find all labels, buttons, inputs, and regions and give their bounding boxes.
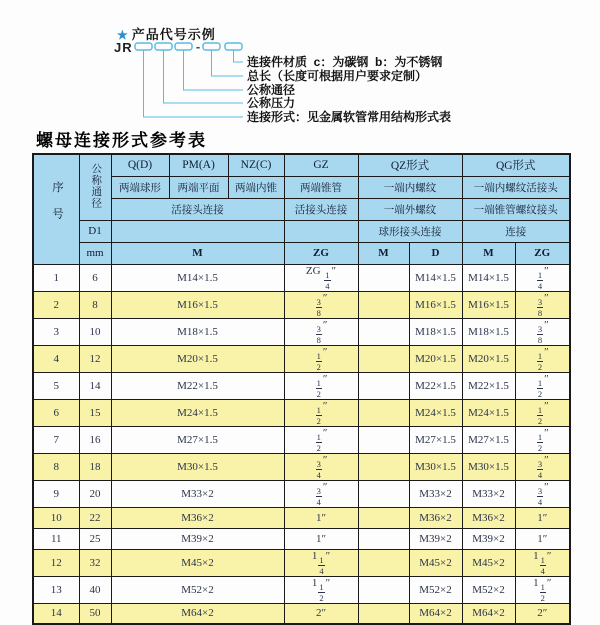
m-thread-value: M24×1.5: [111, 399, 284, 426]
dn-value: 8: [79, 291, 111, 318]
qz-m-value: [358, 507, 409, 528]
fraction: $\frac{1}{2}$: [316, 377, 321, 399]
qg-m-value: M64×2: [462, 603, 515, 624]
table-header: [33, 154, 570, 264]
header-desc-qg: 一端内螺纹活接头: [462, 176, 570, 198]
nut-connection-table: [32, 153, 571, 625]
table-row: [33, 576, 570, 603]
qg-m-value: M39×2: [462, 528, 515, 549]
m-thread-value: M14×1.5: [111, 264, 284, 291]
code-box-1: [135, 43, 152, 50]
table-row: [33, 399, 570, 426]
fraction: $\frac{1}{4}$: [540, 554, 545, 576]
fraction: $\frac{3}{8}$: [316, 323, 321, 345]
fraction: $\frac{3}{4}$: [316, 458, 321, 480]
table-row: [33, 372, 570, 399]
qg-m-value: M20×1.5: [462, 345, 515, 372]
gz-value: $\frac{3}{4}$ ″: [284, 480, 358, 507]
star-icon: ★: [117, 28, 129, 42]
qg-m-value: M22×1.5: [462, 372, 515, 399]
table-row: [33, 549, 570, 576]
qg-zg-value: $\frac{1}{2}$ ″: [515, 372, 570, 399]
fraction: $\frac{3}{8}$: [537, 296, 543, 318]
table-row: [33, 528, 570, 549]
qz-d-value: M22×1.5: [409, 372, 462, 399]
qz-m-value: [358, 528, 409, 549]
header-form-pma: PM(A): [169, 154, 228, 176]
qz-m-value: [358, 576, 409, 603]
qg-m-value: M52×2: [462, 576, 515, 603]
code-box-4: [203, 43, 220, 50]
product-code-prefix: JR: [114, 40, 133, 55]
qz-m-value: [358, 549, 409, 576]
header-d1-empty: [111, 220, 284, 242]
gz-value: $\frac{3}{4}$ ″: [284, 453, 358, 480]
fraction: $\frac{1}{2}$: [316, 350, 321, 372]
table-row: [33, 603, 570, 624]
table-row: [33, 426, 570, 453]
qz-d-value: M27×1.5: [409, 426, 462, 453]
qz-m-value: [358, 453, 409, 480]
row-number: 7: [33, 426, 79, 453]
m-thread-value: M18×1.5: [111, 318, 284, 345]
row-number: 10: [33, 507, 79, 528]
leader-line-diameter: [184, 50, 244, 90]
m-thread-value: M16×1.5: [111, 291, 284, 318]
header-desc-qd: 两端球形: [111, 176, 169, 198]
dn-value: 32: [79, 549, 111, 576]
row-number: 14: [33, 603, 79, 624]
qg-m-value: M14×1.5: [462, 264, 515, 291]
fraction: $\frac{1}{2}$: [316, 404, 321, 426]
qg-m-value: M18×1.5: [462, 318, 515, 345]
gz-value: 1 $\frac{1}{2}$ ″: [284, 576, 358, 603]
qg-zg-value: 1 $\frac{1}{2}$ ″: [515, 576, 570, 603]
fraction: $\frac{1}{2}$: [316, 431, 321, 453]
table-row: [33, 453, 570, 480]
header-desc-pma: 两端平面: [169, 176, 228, 198]
header-connection: 连接: [462, 220, 570, 242]
dn-value: 15: [79, 399, 111, 426]
header-form-qd: Q(D): [111, 154, 169, 176]
fraction: $\frac{1}{2}$: [537, 377, 543, 399]
row-number: 9: [33, 480, 79, 507]
qz-d-value: M33×2: [409, 480, 462, 507]
qg-m-value: M16×1.5: [462, 291, 515, 318]
qg-m-value: M36×2: [462, 507, 515, 528]
m-thread-value: M20×1.5: [111, 345, 284, 372]
fraction: $\frac{1}{4}$: [325, 269, 330, 291]
gz-value: ZG $\frac{1}{4}$ ″: [284, 264, 358, 291]
fraction: $\frac{1}{2}$: [319, 581, 324, 603]
qz-m-value: [358, 399, 409, 426]
qg-m-value: M45×2: [462, 549, 515, 576]
header-unit-m: M: [111, 242, 284, 264]
row-number: 3: [33, 318, 79, 345]
fraction: $\frac{3}{4}$: [537, 458, 543, 480]
gz-value: $\frac{3}{8}$ ″: [284, 318, 358, 345]
qz-d-value: M30×1.5: [409, 453, 462, 480]
m-thread-value: M30×1.5: [111, 453, 284, 480]
fraction: $\frac{3}{4}$: [316, 485, 321, 507]
header-seq: 序号: [33, 154, 79, 264]
gz-value: $\frac{3}{8}$ ″: [284, 291, 358, 318]
gz-value: $\frac{1}{2}$ ″: [284, 372, 358, 399]
table-body: [33, 264, 570, 624]
row-number: 8: [33, 453, 79, 480]
table-row: [33, 264, 570, 291]
qz-d-value: M18×1.5: [409, 318, 462, 345]
qg-zg-value: $\frac{3}{8}$ ″: [515, 318, 570, 345]
header-ball-joint-connection: 球形接头连接: [358, 220, 462, 242]
code-box-2: [155, 43, 172, 50]
gz-value: 2″: [284, 603, 358, 624]
dn-value: 50: [79, 603, 111, 624]
header-form-nzc: NZ(C): [228, 154, 284, 176]
qg-zg-value: $\frac{1}{4}$ ″: [515, 264, 570, 291]
header-row-connection: [33, 198, 570, 220]
row-number: 2: [33, 291, 79, 318]
header-row-d1: [33, 220, 570, 242]
code-box-5: [225, 43, 242, 50]
header-d1: D1: [79, 220, 111, 242]
qz-d-value: M24×1.5: [409, 399, 462, 426]
qg-zg-value: $\frac{3}{8}$ ″: [515, 291, 570, 318]
fraction: $\frac{1}{4}$: [537, 269, 543, 291]
gz-value: 1″: [284, 507, 358, 528]
m-thread-value: M22×1.5: [111, 372, 284, 399]
fraction: $\frac{3}{4}$: [537, 485, 543, 507]
m-thread-value: M64×2: [111, 603, 284, 624]
fraction: $\frac{3}{8}$: [316, 296, 321, 318]
gz-value: $\frac{1}{2}$ ″: [284, 426, 358, 453]
dn-value: 12: [79, 345, 111, 372]
qg-m-value: M33×2: [462, 480, 515, 507]
qz-d-value: M52×2: [409, 576, 462, 603]
row-number: 11: [33, 528, 79, 549]
header-unit-zg: ZG: [284, 242, 358, 264]
fraction: $\frac{1}{2}$: [537, 431, 543, 453]
qz-m-value: [358, 480, 409, 507]
table-row: [33, 480, 570, 507]
header-form-gz: GZ: [284, 154, 358, 176]
dn-value: 10: [79, 318, 111, 345]
diagram-label-length: 总长（长度可根据用户要求定制）: [247, 69, 428, 83]
qg-zg-value: $\frac{1}{2}$ ″: [515, 345, 570, 372]
qz-m-value: [358, 603, 409, 624]
row-number: 12: [33, 549, 79, 576]
dn-value: 18: [79, 453, 111, 480]
m-thread-value: M33×2: [111, 480, 284, 507]
header-desc-gz: 两端锥管: [284, 176, 358, 198]
qz-d-value: M14×1.5: [409, 264, 462, 291]
qz-m-value: [358, 291, 409, 318]
m-thread-value: M45×2: [111, 549, 284, 576]
header-union-connection: 活接头连接: [111, 198, 284, 220]
diagram-label-pressure: 公称压力: [247, 96, 296, 110]
table-row: [33, 291, 570, 318]
table-row: [33, 345, 570, 372]
qz-d-value: M36×2: [409, 507, 462, 528]
qg-zg-value: 1 $\frac{1}{4}$ ″: [515, 549, 570, 576]
header-form-qz: QZ形式: [358, 154, 462, 176]
fraction: $\frac{1}{4}$: [319, 554, 324, 576]
qg-zg-value: $\frac{3}{4}$ ″: [515, 480, 570, 507]
row-number: 1: [33, 264, 79, 291]
fraction: $\frac{3}{8}$: [537, 323, 543, 345]
diagram-label-connection: 连接形式：见金属软管常用结构形式表: [247, 110, 452, 124]
qg-zg-value: 2″: [515, 603, 570, 624]
header-unit-mm: mm: [79, 242, 111, 264]
leader-line-length: [212, 50, 244, 76]
m-thread-value: M39×2: [111, 528, 284, 549]
header-form-qg: QG形式: [462, 154, 570, 176]
table-row: [33, 507, 570, 528]
dn-value: 14: [79, 372, 111, 399]
qz-m-value: [358, 318, 409, 345]
header-desc-qz: 一端内螺纹: [358, 176, 462, 198]
qz-d-value: M39×2: [409, 528, 462, 549]
qz-d-value: M20×1.5: [409, 345, 462, 372]
header-unit-qz-d: D: [409, 242, 462, 264]
qz-d-value: M64×2: [409, 603, 462, 624]
fraction: $\frac{1}{2}$: [537, 350, 543, 372]
qg-zg-value: $\frac{1}{2}$ ″: [515, 426, 570, 453]
leader-line-material: [234, 50, 244, 62]
qg-m-value: M27×1.5: [462, 426, 515, 453]
dn-value: 25: [79, 528, 111, 549]
qz-d-value: M45×2: [409, 549, 462, 576]
m-thread-value: M52×2: [111, 576, 284, 603]
qz-m-value: [358, 345, 409, 372]
fraction: $\frac{1}{2}$: [537, 404, 543, 426]
header-unit-qz-m: M: [358, 242, 409, 264]
header-external-thread: 一端外螺纹: [358, 198, 462, 220]
fraction: $\frac{1}{2}$: [540, 581, 545, 603]
qg-zg-value: $\frac{3}{4}$ ″: [515, 453, 570, 480]
header-desc-nzc: 两端内锥: [228, 176, 284, 198]
header-row-units: [33, 242, 570, 264]
header-unit-qg-m: M: [462, 242, 515, 264]
header-row-forms: [33, 154, 570, 176]
qz-m-value: [358, 264, 409, 291]
qz-m-value: [358, 426, 409, 453]
m-thread-value: M36×2: [111, 507, 284, 528]
row-number: 4: [33, 345, 79, 372]
row-number: 13: [33, 576, 79, 603]
gz-value: $\frac{1}{2}$ ″: [284, 345, 358, 372]
header-unit-qg-zg: ZG: [515, 242, 570, 264]
header-taper-thread-joint: 一端锥管螺纹接头: [462, 198, 570, 220]
leader-line-connection: [144, 50, 244, 117]
dn-value: 16: [79, 426, 111, 453]
gz-value: 1″: [284, 528, 358, 549]
header-nominal-diameter: 公称通径: [79, 154, 111, 220]
dn-value: 6: [79, 264, 111, 291]
m-thread-value: M27×1.5: [111, 426, 284, 453]
table-title: 螺母连接形式参考表: [36, 131, 207, 151]
header-union-connection-gz: 活接头连接: [284, 198, 358, 220]
code-box-3: [175, 43, 192, 50]
gz-value: 1 $\frac{1}{4}$ ″: [284, 549, 358, 576]
header-d1-empty-gz: [284, 220, 358, 242]
row-number: 6: [33, 399, 79, 426]
product-code-title-text: 产品代号示例: [131, 27, 216, 42]
dn-value: 22: [79, 507, 111, 528]
dn-value: 20: [79, 480, 111, 507]
qg-m-value: M30×1.5: [462, 453, 515, 480]
row-number: 5: [33, 372, 79, 399]
qg-zg-value: $\frac{1}{2}$ ″: [515, 399, 570, 426]
qz-d-value: M16×1.5: [409, 291, 462, 318]
code-separator: -: [195, 39, 201, 54]
table-row: [33, 318, 570, 345]
diagram-label-material: 连接件材质 c：为碳钢 b：为不锈钢: [247, 55, 443, 69]
qg-m-value: M24×1.5: [462, 399, 515, 426]
gz-value: $\frac{1}{2}$ ″: [284, 399, 358, 426]
qz-m-value: [358, 372, 409, 399]
qg-zg-value: 1″: [515, 528, 570, 549]
header-row-descriptions: [33, 176, 570, 198]
dn-value: 40: [79, 576, 111, 603]
diagram-label-diameter: 公称通径: [247, 83, 296, 97]
qg-zg-value: 1″: [515, 507, 570, 528]
